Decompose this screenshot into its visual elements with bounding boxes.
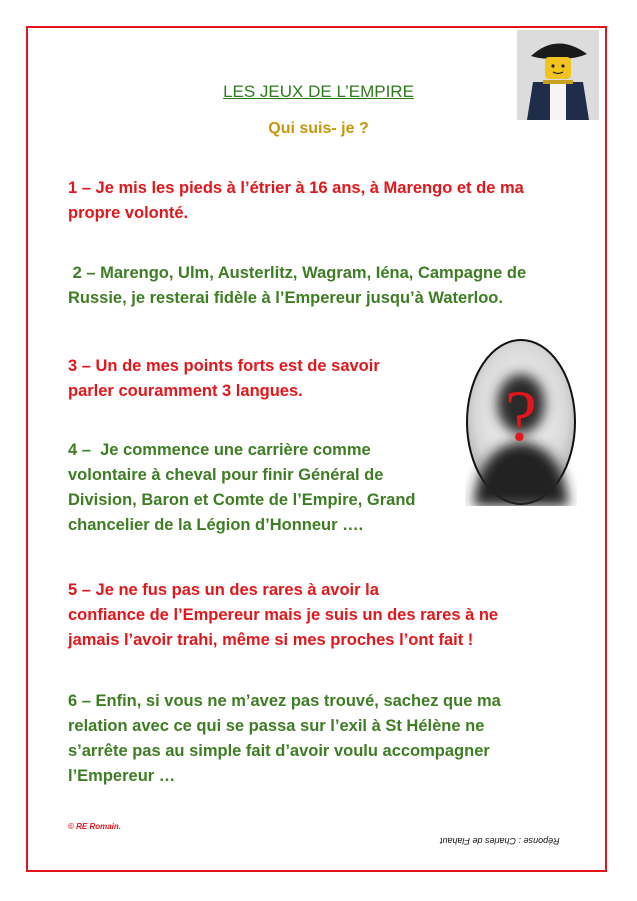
mystery-silhouette-image — [465, 338, 577, 511]
question-4: 4 – Je commence une carrière comme volontaire à cheval pour finir Général de Division, Baron et Comte de l’Empire, Grand chancelier de la Légion d’Honneur …. — [68, 441, 416, 534]
question-6: 6 – Enfin, si vous ne m’avez pas trouvé, sachez que ma relation avec ce qui se passa sur l’exil à St Hélène ne s’arrête pas au simple fait d’avoir voulu accompagner l’Empereur … — [68, 692, 501, 785]
question-2: 2 – Marengo, Ulm, Austerlitz, Wagram, Iéna, Campagne de Russie, je resterai fidèle à l’Empereur jusqu’à Waterloo. — [68, 264, 527, 307]
answer-upside-down: Réponse : Charles de Flahaut — [440, 836, 560, 846]
copyright-note: © RE Romain. — [68, 822, 122, 831]
question-5: 5 – Je ne fus pas un des rares à avoir la confiance de l’Empereur mais je suis un des rares à ne jamais l’avoir trahi, même si mes proches l’ont fait ! — [68, 581, 499, 649]
question-mark-icon: ? — [505, 376, 537, 456]
napoleon-lego-figure-image — [517, 30, 599, 120]
question-1: 1 – Je mis les pieds à l’étrier à 16 ans, à Marengo et de ma propre volonté. — [68, 179, 524, 222]
page-title: LES JEUX DE L’EMPIRE — [223, 82, 414, 101]
question-3: 3 – Un de mes points forts est de savoir parler couramment 3 langues. — [68, 357, 380, 400]
page-subtitle: Qui suis- je ? — [268, 120, 369, 137]
